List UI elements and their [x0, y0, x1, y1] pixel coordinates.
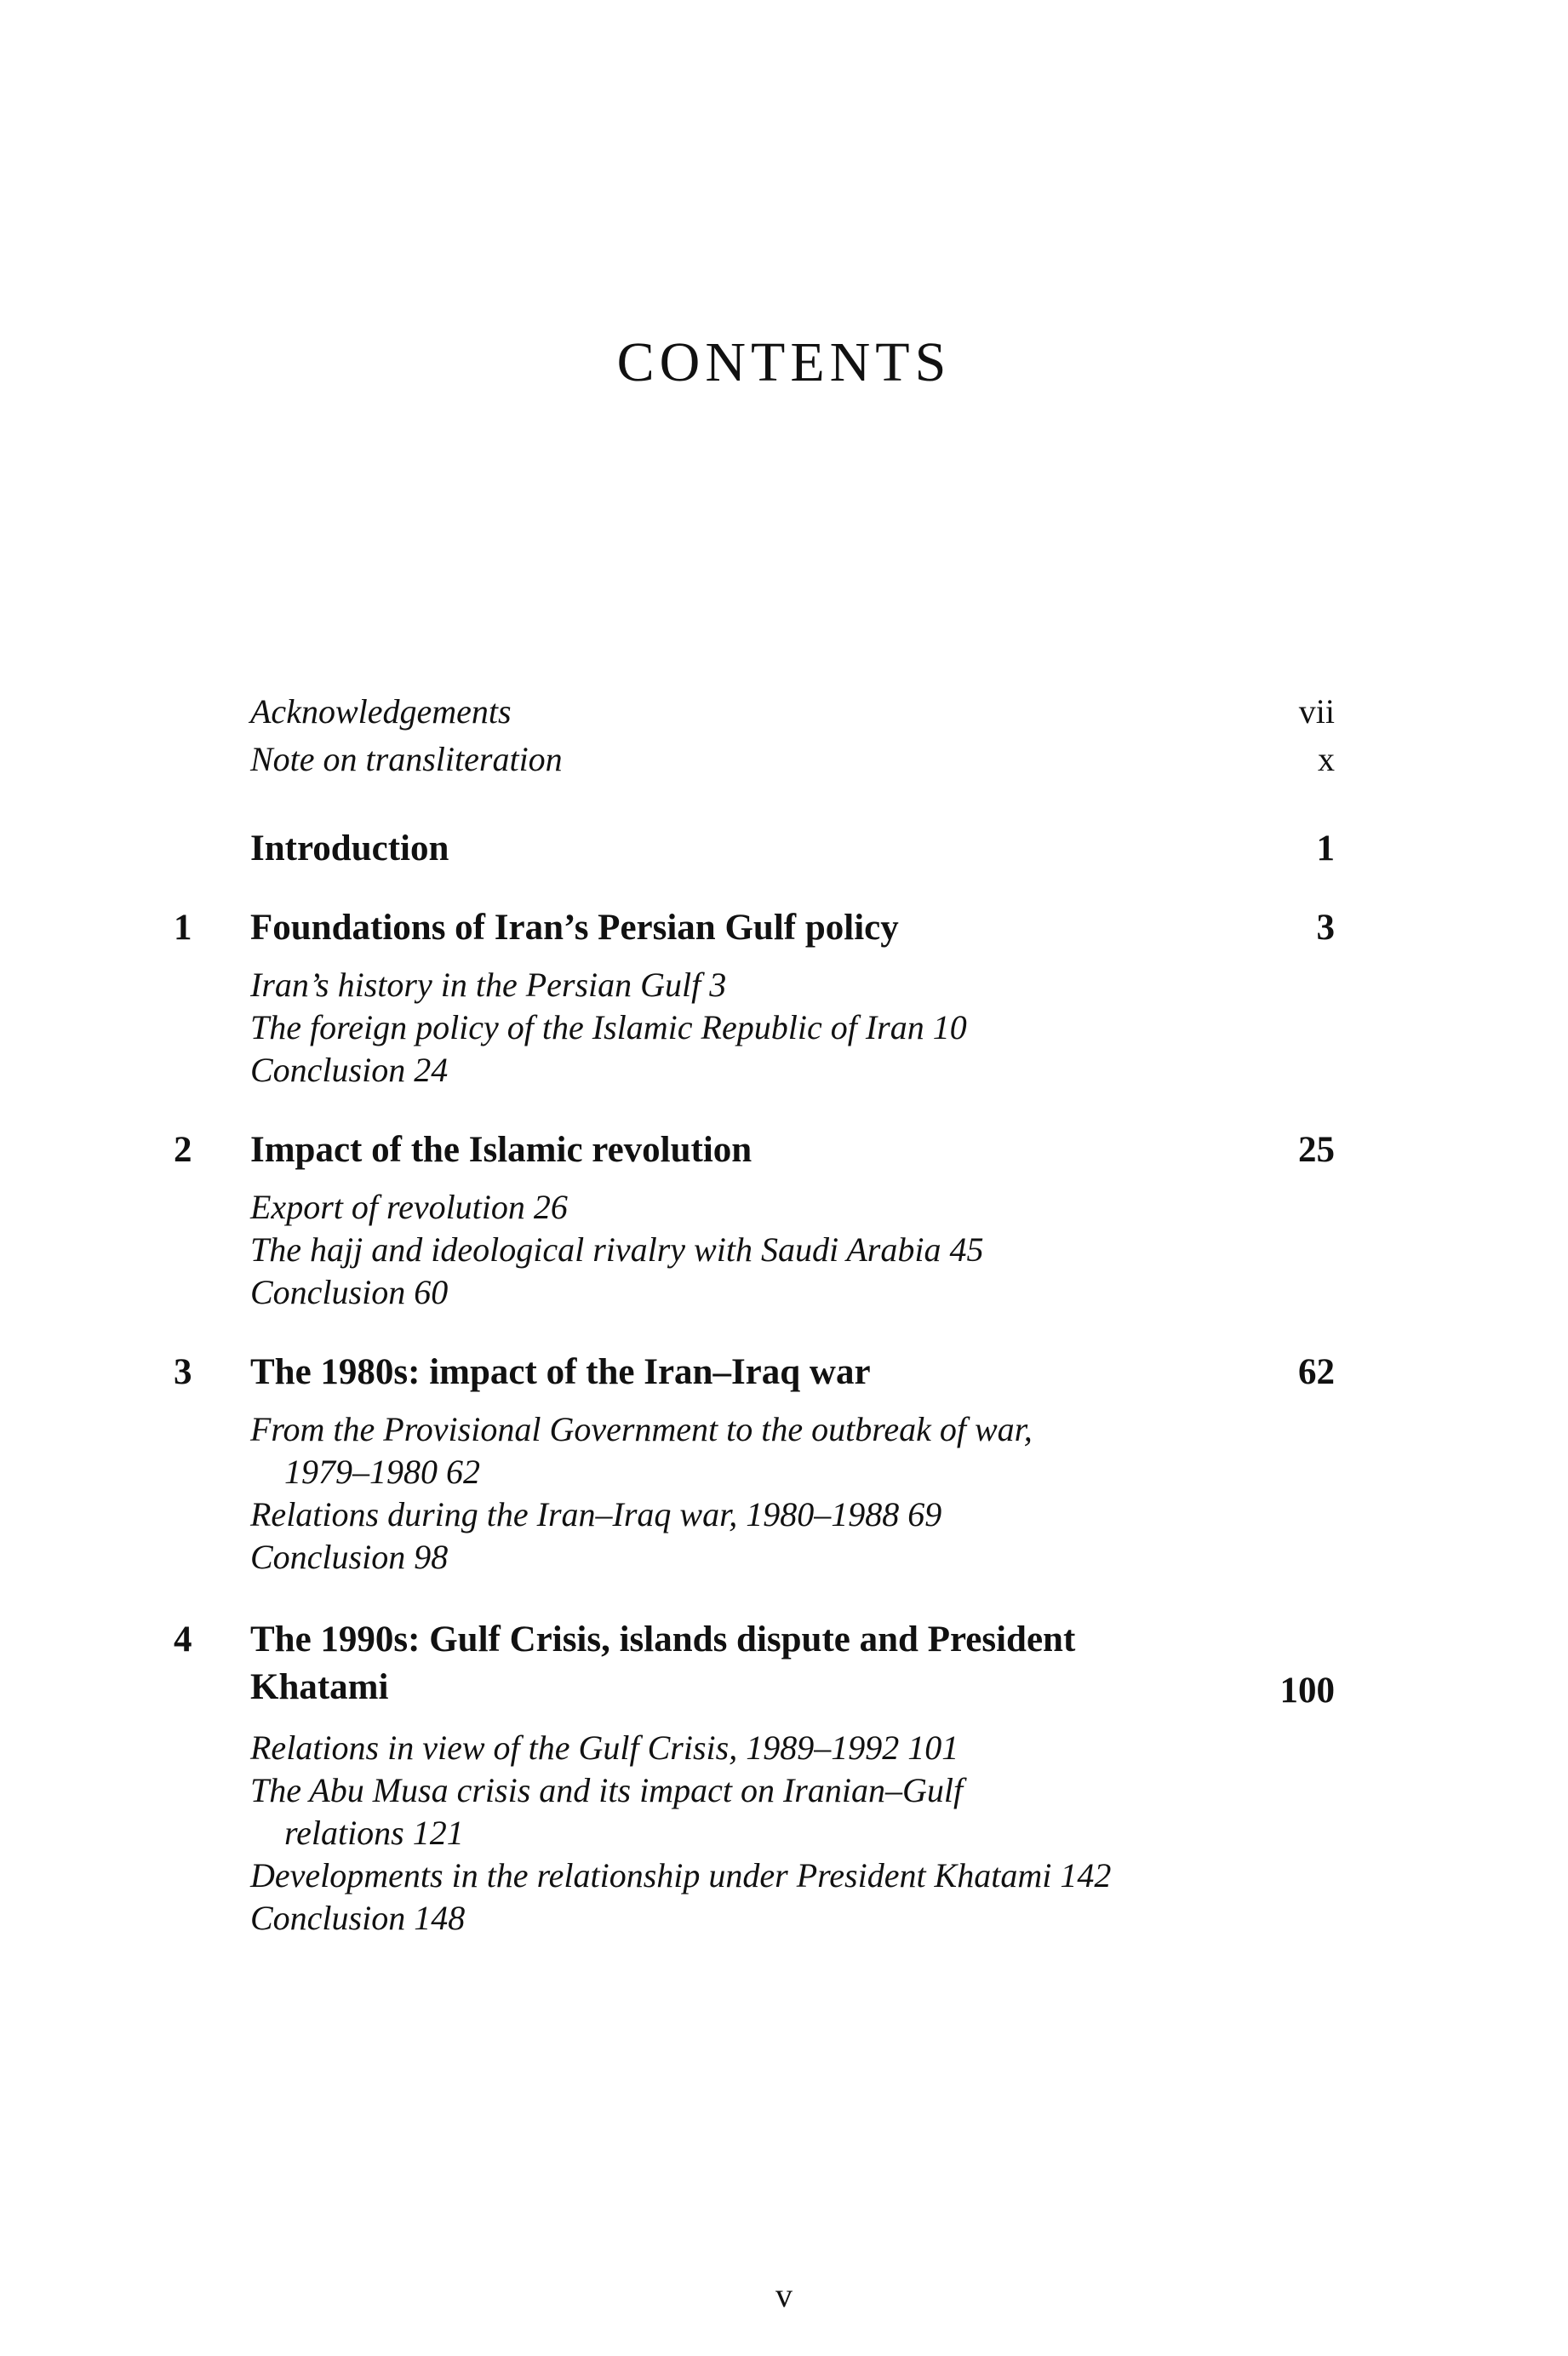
toc-entry-page: x: [1318, 740, 1335, 778]
toc-entry-page: 1: [1316, 828, 1335, 868]
section-entry[interactable]: Relations during the Iran–Iraq war, 1980–1988 69: [250, 1495, 942, 1533]
section-entry[interactable]: The foreign policy of the Islamic Republic of Iran 10: [250, 1008, 967, 1046]
chapter-number: 1: [174, 908, 192, 948]
chapter-title: Impact of the Islamic revolution: [250, 1130, 753, 1170]
chapter-2: [162, 1129, 1335, 1314]
section-entry[interactable]: Conclusion 24: [250, 1051, 449, 1089]
chapter-heading[interactable]: [162, 1616, 1335, 1711]
page-title: CONTENTS: [616, 331, 952, 393]
chapter-3: [162, 1351, 1335, 1579]
section-entry[interactable]: Conclusion 148: [250, 1899, 466, 1937]
section-entry[interactable]: The hajj and ideological rivalry with Saudi Arabia 45: [250, 1230, 984, 1269]
section-entry[interactable]: Export of revolution 26: [250, 1188, 568, 1226]
section-entry[interactable]: Relations in view of the Gulf Crisis, 1989–1992 101: [250, 1728, 959, 1767]
chapter-heading[interactable]: [162, 1351, 1335, 1393]
toc-entry-page: vii: [1298, 692, 1335, 731]
chapter-4: [162, 1616, 1335, 1940]
chapter-title: [250, 1616, 1267, 1711]
toc-entry-title: Note on transliteration: [250, 740, 563, 778]
toc-entry-transliteration[interactable]: [162, 736, 1335, 783]
section-entry[interactable]: The Abu Musa crisis and its impact on Iranian–Gulf: [250, 1771, 964, 1809]
chapter-page: 3: [1316, 908, 1335, 948]
section-list: [250, 964, 1335, 1092]
section-entry[interactable]: Developments in the relationship under President Khatami 142: [250, 1856, 1112, 1895]
chapter-title: Foundations of Iran’s Persian Gulf policy: [250, 908, 899, 948]
chapter-number: 3: [174, 1352, 192, 1392]
chapter-title-line-1: The 1990s: Gulf Crisis, islands dispute and President: [250, 1619, 1076, 1660]
section-entry-continuation[interactable]: 1979–1980 62: [284, 1453, 480, 1491]
chapter-title: The 1980s: impact of the Iran–Iraq war: [250, 1352, 871, 1392]
chapter-page: 62: [1298, 1352, 1335, 1392]
section-entry[interactable]: Conclusion 60: [250, 1273, 449, 1311]
section-entry[interactable]: Iran’s history in the Persian Gulf 3: [250, 966, 727, 1004]
section-list: [250, 1408, 1335, 1579]
chapter-number: 2: [174, 1130, 192, 1170]
page-number: v: [775, 2276, 793, 2314]
table-of-contents: [162, 688, 1335, 1940]
section-list: [250, 1727, 1335, 1940]
toc-entry-introduction[interactable]: [162, 828, 1335, 869]
section-list: [250, 1186, 1335, 1314]
section-entry-continuation[interactable]: relations 121: [284, 1814, 464, 1852]
toc-entry-title: Introduction: [250, 828, 449, 868]
chapter-1: [162, 907, 1335, 1092]
chapter-heading[interactable]: [162, 907, 1335, 949]
chapter-heading[interactable]: [162, 1129, 1335, 1171]
toc-entry-title: Acknowledgements: [250, 692, 512, 731]
chapter-page: 25: [1298, 1130, 1335, 1170]
chapter-page: 100: [1279, 1671, 1335, 1711]
section-entry[interactable]: From the Provisional Government to the outbreak of war,: [250, 1410, 1033, 1448]
chapter-number: 4: [174, 1619, 192, 1660]
toc-entry-acknowledgements[interactable]: [162, 688, 1335, 736]
chapter-title-line-2: Khatami: [250, 1667, 389, 1707]
section-entry[interactable]: Conclusion 98: [250, 1538, 449, 1576]
